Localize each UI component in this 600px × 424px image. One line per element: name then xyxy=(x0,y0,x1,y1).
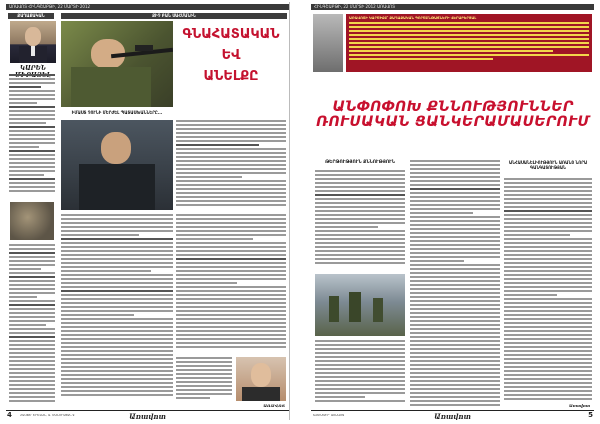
right-page xyxy=(311,2,594,420)
article-text-bottom xyxy=(176,357,232,403)
right-col1-text xyxy=(315,170,405,270)
rifle-photo xyxy=(61,21,173,107)
left-page xyxy=(6,2,290,420)
left-page-number: 4 xyxy=(7,411,12,419)
officer-photo xyxy=(61,120,173,210)
left-page-footer xyxy=(6,410,289,420)
lower-photo xyxy=(10,202,54,240)
profile-name: ԿԱՐԵՆ xyxy=(20,65,46,72)
red-banner xyxy=(346,14,592,72)
left-page-header: ԱՌԱՎՈՏ ՀԻՆԳՇԱԲԹԻ, 22 ՄԱՐՏԻ 2012 xyxy=(6,4,289,10)
red-banner-text: ԱՌԱՎՈՏԻ ԿԱՐԾԻՔԸ՝ ՔԱՂԱՔԱԿԱՆ ԳՈՐԾԸՆԹԱՑՆԵՐԻ ՎԵՐԱԲԵՐՅԱԼ xyxy=(349,16,477,20)
quote-line: ԻՄԱՍՏ ՉՈՒՆԻ ՄԵՐԺԵԼ ՊԱՏԱՍԽԱՆՆԵՐԸ... xyxy=(71,110,163,115)
right-corner-photo xyxy=(313,14,343,72)
subhead-1: ԹԵՐԹՈՒԹՅՈՒՆ ՔՆՆՈՒԹՅՈՒՆ xyxy=(325,160,395,165)
right-col2-text xyxy=(410,160,500,408)
article-text-right xyxy=(176,214,286,354)
right-byline: Առավոտ xyxy=(569,403,590,408)
left-section-label: ՔԱՂԱՔԱԿԱՆ xyxy=(8,13,54,19)
main-headline: ԱՆՓՈՓՈԽ ՔՆՆՈՒԹՅՈՒՆՆԵՐ ՌՈՒՍԱԿԱՆ ՑԱՆԿԵՐԱՄԱՍԵՐՈՒՄ xyxy=(316,99,590,130)
left-masthead: Առավոտ xyxy=(129,412,166,420)
right-page-header: ՀԻՆԳՇԱԲԹԻ, 22 ՄԱՐՏԻ 2012 ԱՌԱՎՈՏ xyxy=(311,4,594,10)
right-col3-text xyxy=(504,178,592,404)
left-footer-info: ՀԱՍՑԵ՝ ԵՐԵՎԱՆ, Ա. ՄԱՆՈՒԿՅԱՆ 9 xyxy=(20,413,75,417)
article-text-left xyxy=(61,214,173,406)
left-column-text xyxy=(9,244,55,404)
left-byline: ԱՌԱՎՈՏ xyxy=(263,403,285,408)
subhead-2: ԱՆՀԱՍԱՆԵԼԻՈՒԹՅՈՒՆ ԱՌԱՆՑ ՆՈՐԱ ԳԱՆԳԱՏՈՒԹՅԱՆ xyxy=(508,160,588,170)
headline-red-line-2: ԵՎ xyxy=(221,48,241,63)
right-footer-info: ԽՄԲԱԳԻՐ՝ ԱՌԱՎՈՏ xyxy=(313,413,345,417)
right-page-footer xyxy=(311,410,594,420)
headline-red-line-3: ԱՆԵԼՔԸ xyxy=(203,69,259,84)
profile-text xyxy=(9,74,55,199)
right-col1-text-bottom xyxy=(315,340,405,408)
small-portrait-photo xyxy=(236,357,286,401)
left-section-bar: ՔԻՉ ԲԱՆ ՍԱՀՄԱՆԻՆ xyxy=(61,13,287,19)
article-text-top-right xyxy=(176,120,286,210)
headline-red-line-1: ԳՆԱՀԱՏԱԿԱՆ xyxy=(182,27,280,42)
right-masthead: Առավոտ xyxy=(434,412,471,420)
soldiers-photo xyxy=(315,274,405,336)
portrait-photo xyxy=(10,21,56,63)
right-page-number: 5 xyxy=(588,411,593,419)
